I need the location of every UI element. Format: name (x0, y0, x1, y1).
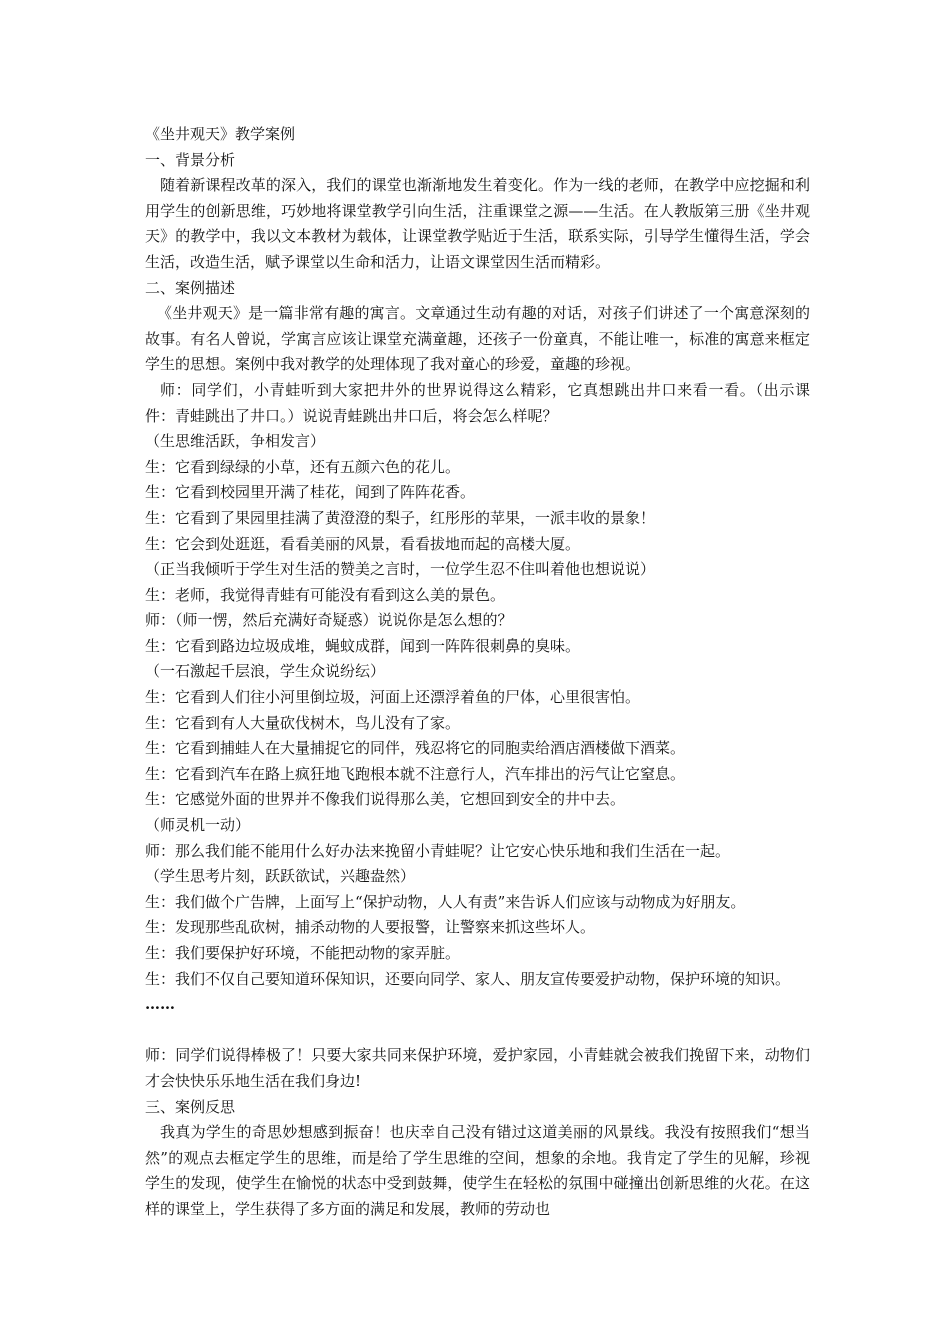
dialogue-line: 生：它看到校园里开满了桂花，闻到了阵阵花香。 (145, 483, 476, 502)
paragraph-background: 随着新课程改革的深入，我们的课堂也渐渐地发生着变化。作为一线的老师，在教学中应挖掘和利用学生的创新思维，巧妙地将课堂教学引向生活，注重课堂之源——生活。在人教版第三册《坐井观天》的教学中，我以文本教材为载体，让课堂教学贴近于生活，联系实际，引导学生懂得生活，学会生活，改造生活，赋予课堂以生命和活力，让语文课堂因生活而精彩。 (145, 176, 810, 271)
dialogue-line: （正当我倾听于学生对生活的赞美之言时，一位学生忍不住叫着他也想说说） (145, 560, 656, 579)
dialogue-line: 师：那么我们能不能用什么好办法来挽留小青蛙呢？让它安心快乐地和我们生活在一起。 (145, 841, 731, 860)
dialogue-line: 生：它感觉外面的世界并不像我们说得那么美，它想回到安全的井中去。 (145, 790, 626, 809)
dialogue-line: 生：它看到人们往小河里倒垃圾，河面上还漂浮着鱼的尸体，心里很害怕。 (145, 688, 641, 707)
dialogue-line: （师灵机一动） (145, 816, 251, 835)
dialogue-line: 生：它看到汽车在路上疯狂地飞跑根本就不注意行人，汽车排出的污气让它窒息。 (145, 764, 686, 783)
dialogue-line: 生：它看到有人大量砍伐树木，鸟儿没有了家。 (145, 713, 461, 732)
dialogue-line: （一石激起千层浪，学生众说纷纭） (145, 662, 386, 681)
dialogue-line: 生：我们不仅自己要知道环保知识，还要向同学、家人、朋友宣传要爱护动物，保护环境的知识。 (145, 969, 791, 988)
paragraph-case-intro: 《坐井观天》是一篇非常有趣的寓言。文章通过生动有趣的对话，对孩子们讲述了一个寓意深刻的故事。有名人曾说，学寓言应该让课堂充满童趣，还孩子一份童真，不能让唯一，标准的寓意来框定学生的思想。案例中我对教学的处理体现了我对童心的珍爱，童趣的珍视。 (145, 304, 810, 374)
dialogue-line: 师：（师一愣，然后充满好奇疑惑）说说你是怎么想的？ (145, 611, 513, 630)
ellipsis: …… (145, 995, 175, 1014)
paragraph-reflection: 我真为学生的奇思妙想感到振奋！也庆幸自己没有错过这道美丽的风景线。我没有按照我们“想当然”的观点去框定学生的思维，而是给了学生思维的空间，想象的余地。我肯定了学生的见解，珍视学生的发现，使学生在愉悦的状态中受到鼓舞，使学生在轻松的氛围中碰撞出创新思维的火花。在这样的课堂上，学生获得了多方面的满足和发展，教师的劳动也 (145, 1123, 810, 1218)
document-title: 《坐井观天》教学案例 (145, 125, 296, 143)
dialogue-line: 生：发现那些乱砍树，捕杀动物的人要报警，让警察来抓这些坏人。 (145, 918, 596, 937)
dialogue-line: 生：它看到绿绿的小草，还有五颜六色的花儿。 (145, 457, 461, 476)
dialogue-line: 师：同学们，小青蛙听到大家把井外的世界说得这么精彩，它真想跳出井口来看一看。（出示课件：青蛙跳出了井口。）说说青蛙跳出井口后，将会怎么样呢？ (145, 380, 810, 425)
dialogue-line: 生：它看到捕蛙人在大量捕捉它的同伴，残忍将它的同胞卖给酒店酒楼做下酒菜。 (145, 739, 686, 758)
dialogue-line: 生：它会到处逛逛，看看美丽的风景，看看拔地而起的高楼大厦。 (145, 534, 581, 553)
closing-remark: 师：同学们说得棒极了！只要大家共同来保护环境，爱护家园，小青蛙就会被我们挽留下来，动物们才会快快乐乐地生活在我们身边! (145, 1046, 810, 1090)
dialogue-line: 生：我们做个广告牌，上面写上“保护动物，人人有责”来告诉人们应该与动物成为好朋友。 (145, 892, 746, 911)
section-heading-case: 二、案例描述 (145, 278, 236, 297)
section-heading-reflection: 三、案例反思 (145, 1097, 236, 1116)
document-page (145, 122, 810, 1223)
dialogue-line: 生：它看到路边垃圾成堆，蝇蚊成群，闻到一阵阵很刺鼻的臭味。 (145, 636, 581, 655)
dialogue-line: 生：我们要保护好环境，不能把动物的家弄脏。 (145, 944, 461, 962)
dialogue-line: （生思维活跃，争相发言） (145, 432, 326, 451)
section-heading-background: 一、背景分析 (145, 150, 236, 169)
dialogue-line: 生：老师，我觉得青蛙有可能没有看到这么美的景色。 (145, 585, 506, 604)
blank-line (145, 1018, 810, 1044)
dialogue-line: 生：它看到了果园里挂满了黄澄澄的梨子，红彤彤的苹果，一派丰收的景象！ (145, 508, 656, 527)
dialogue-line: （学生思考片刻，跃跃欲试，兴趣盎然） (145, 867, 416, 886)
